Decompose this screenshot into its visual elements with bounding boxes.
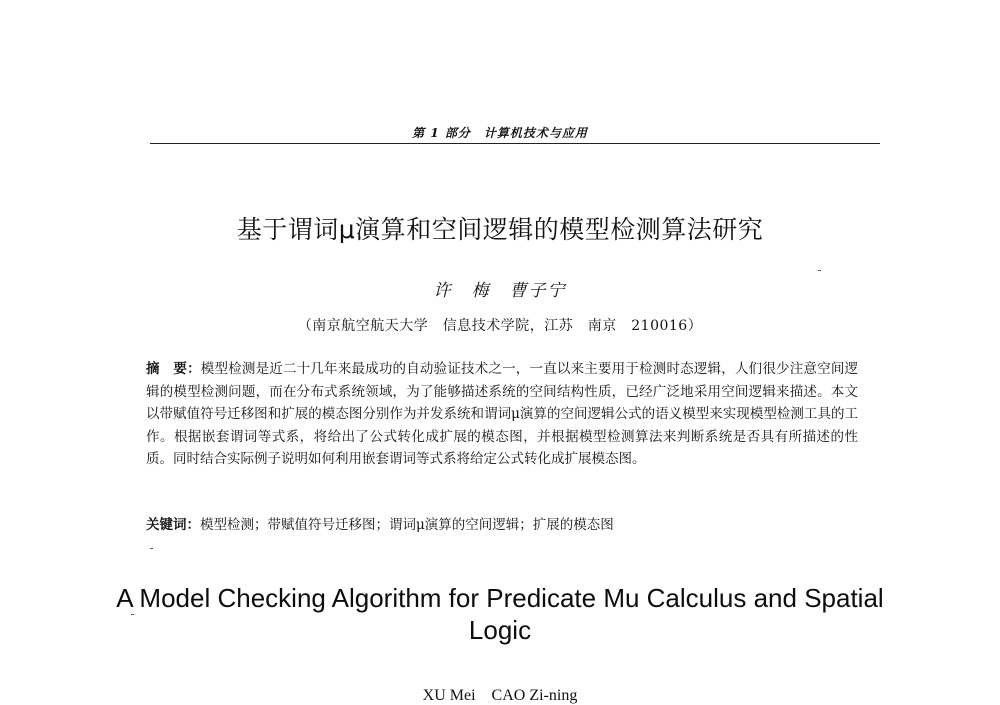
abstract — [146, 358, 858, 471]
running-header: 第 1 部分 计算机技术与应用 — [412, 126, 588, 140]
chinese-title: 基于谓词μ演算和空间逻辑的模型检测算法研究 — [236, 215, 764, 244]
header-rule — [150, 143, 880, 144]
keywords-label: 关键词： — [146, 517, 200, 533]
abstract-label: 摘 要： — [146, 361, 201, 377]
scan-speck — [131, 614, 134, 615]
keywords — [146, 514, 858, 536]
english-authors: XU Mei CAO Zi-ning — [422, 687, 578, 704]
chinese-authors: 许 梅 曹子宁 — [433, 281, 567, 301]
scan-speck — [150, 548, 153, 549]
chinese-affiliation: （南京航空航天大学 信息技术学院，江苏 南京 210016） — [297, 318, 703, 334]
abstract-text: 模型检测是近二十几年来最成功的自动验证技术之一，一直以来主要用于检测时态逻辑，人们很少注意空间逻辑的模型检测问题，而在分布式系统领域，为了能够描述系统的空间结构性质，已经广泛地采用空间逻辑来描述。本文以带赋值符号迁移图和扩展的模态图分别作为并发系统和谓词μ演算的空间逻辑公式的语义模型来实现模型检测工具的工作。根据嵌套谓词等式系，将给出了公式转化成扩展的模态图，并根据模型检测算法来判断系统是否具有所描述的性质。同时结合实际例子说明如何利用嵌套谓词等式系将给定公式转化成扩展模态图。 — [146, 361, 859, 467]
keywords-text: 模型检测；带赋值符号迁移图；谓词μ演算的空间逻辑；扩展的模态图 — [200, 517, 614, 533]
scan-speck — [818, 270, 821, 271]
english-title: A Model Checking Algorithm for Predicate Mu Calculus and Spatial Logic — [116, 583, 884, 645]
